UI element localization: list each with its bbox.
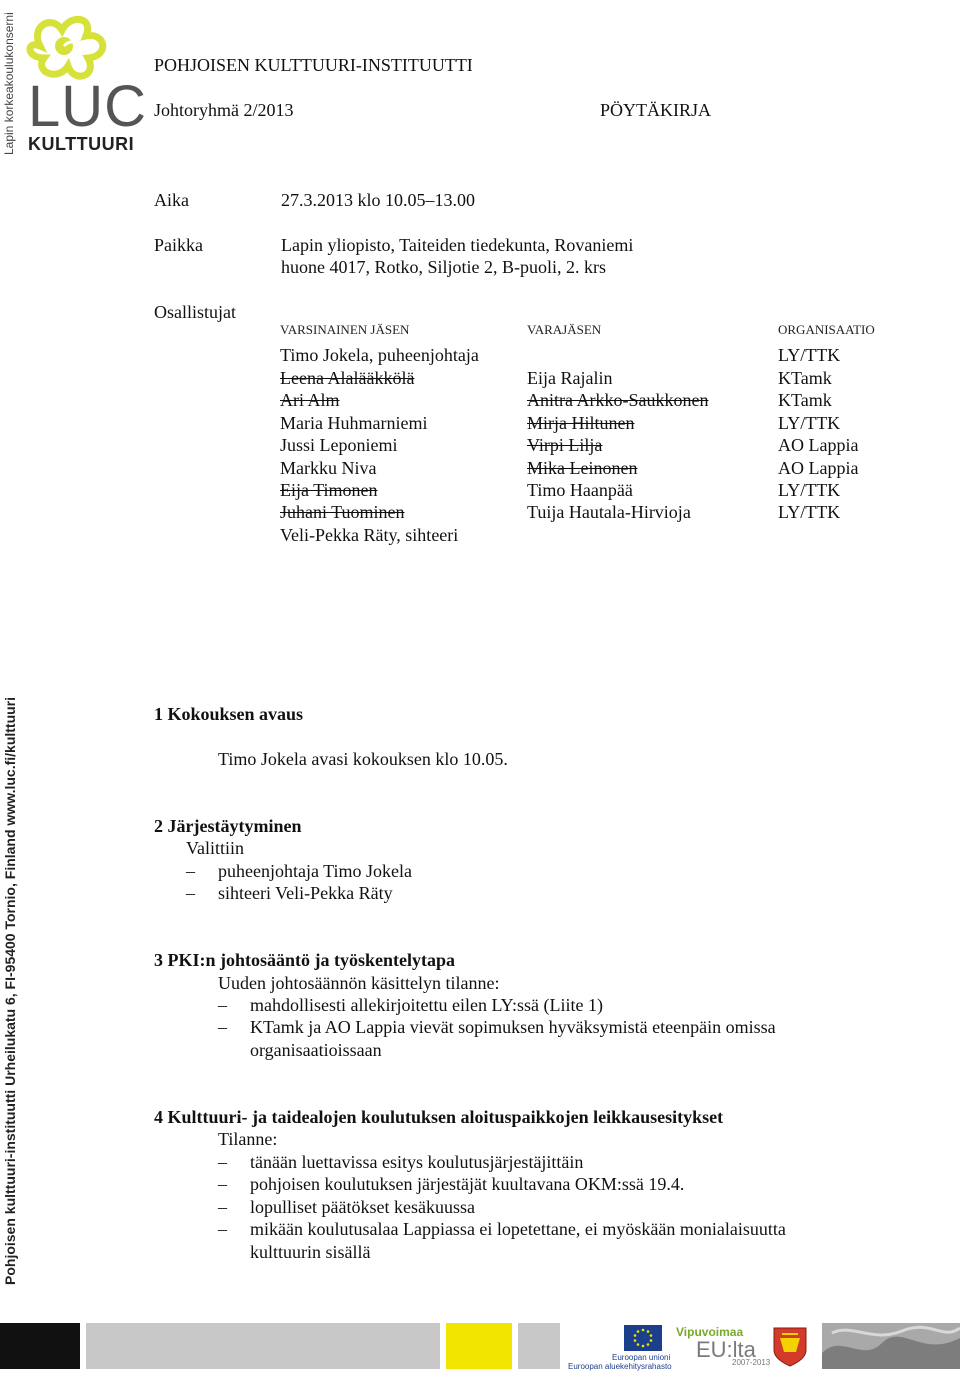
list-item: puheenjohtaja Timo Jokela (218, 861, 412, 881)
bullet-dash: – (218, 1219, 227, 1239)
logo-flower-icon (22, 6, 122, 82)
time-label: Aika (154, 190, 189, 210)
member-cell: Veli-Pekka Räty, sihteeri (280, 525, 459, 545)
org-cell: LY/TTK (778, 345, 841, 365)
list-item: tänään luettavissa esitys koulutusjärjestäjittäin (250, 1152, 584, 1172)
list-item: pohjoisen koulutuksen järjestäjät kuultavana OKM:ssä 19.4. (250, 1174, 685, 1194)
meeting-label: Johtoryhmä 2/2013 (154, 100, 294, 120)
side-address-text: Pohjoisen kulttuuri-instituutti Urheilukatu 6, FI-95400 Tornio, Finland www.luc.fi/kulttuuri (2, 696, 18, 1285)
footer-black-block (0, 1323, 80, 1369)
place-line-2: huone 4017, Rotko, Siljotie 2, B-puoli, 2. krs (281, 257, 607, 277)
member-cell: Maria Huhmarniemi (280, 413, 428, 433)
section-3-intro: Uuden johtosäännön käsittelyn tilanne: (218, 973, 500, 993)
eulta-years: 2007-2013 (732, 1358, 771, 1367)
footer-yellow-block (446, 1323, 512, 1369)
coat-of-arms-icon (772, 1326, 808, 1368)
column-header-member: VARSINAINEN JÄSEN (280, 322, 410, 337)
eulta-label: EU:lta (696, 1337, 756, 1362)
eu-label: Euroopan unioni (612, 1353, 671, 1362)
place-line-1: Lapin yliopisto, Taiteiden tiedekunta, Rovaniemi (281, 235, 634, 255)
deputy-cell: Mirja Hiltunen (527, 413, 635, 433)
column-header-organization: ORGANISAATIO (778, 322, 875, 337)
section-1-title: 1 Kokouksen avaus (154, 704, 304, 724)
org-cell: KTamk (778, 368, 832, 388)
org-cell: AO Lappia (778, 435, 859, 455)
org-cell: LY/TTK (778, 480, 841, 500)
list-item-continuation: organisaatioissaan (250, 1040, 382, 1060)
org-cell: LY/TTK (778, 413, 841, 433)
section-4-intro: Tilanne: (218, 1129, 278, 1149)
member-cell: Jussi Leponiemi (280, 435, 398, 455)
list-item-continuation: kulttuurin sisällä (250, 1242, 371, 1262)
eu-fund-label: Euroopan aluekehitysrahasto (568, 1362, 672, 1371)
doc-type-label: PÖYTÄKIRJA (600, 100, 712, 120)
bullet-dash: – (186, 883, 195, 903)
member-cell: Leena Alalääkkölä (280, 368, 415, 388)
deputy-cell: Eija Rajalin (527, 368, 613, 388)
participants-label: Osallistujat (154, 302, 236, 322)
footer-gray-block-small (518, 1323, 560, 1369)
bullet-dash: – (218, 995, 227, 1015)
bullet-dash: – (218, 1174, 227, 1194)
member-cell: Ari Alm (280, 390, 340, 410)
footer-gray-block (86, 1323, 440, 1369)
deputy-cell: Timo Haanpää (527, 480, 633, 500)
section-2-intro: Valittiin (186, 838, 244, 858)
place-label: Paikka (154, 235, 203, 255)
member-cell: Eija Timonen (280, 480, 378, 500)
member-cell: Timo Jokela, puheenjohtaja (280, 345, 479, 365)
org-cell: KTamk (778, 390, 832, 410)
footer-photo-block (822, 1323, 960, 1369)
logo-kulttuuri-text: KULTTUURI (28, 134, 135, 154)
bullet-dash: – (218, 1152, 227, 1172)
list-item: KTamk ja AO Lappia vievät sopimuksen hyväksymistä eteenpäin omissa (250, 1017, 776, 1037)
section-1-text: Timo Jokela avasi kokouksen klo 10.05. (218, 749, 508, 769)
org-cell: AO Lappia (778, 458, 859, 478)
vipuvoimaa-label: Vipuvoimaa (676, 1325, 744, 1339)
footer-photo-texture (822, 1323, 960, 1369)
institution-title: POHJOISEN KULTTUURI-INSTITUUTTI (154, 55, 473, 75)
logo-luc-text: LUC (28, 74, 148, 139)
bullet-dash: – (218, 1197, 227, 1217)
column-header-deputy: VARAJÄSEN (527, 322, 602, 337)
deputy-cell: Virpi Lilja (527, 435, 603, 455)
logo-vertical-text: Lapin korkeakoulukonserni (2, 12, 16, 155)
member-cell: Markku Niva (280, 458, 377, 478)
bullet-dash: – (186, 861, 195, 881)
list-item: mahdollisesti allekirjoitettu eilen LY:ssä (Liite 1) (250, 995, 603, 1015)
section-4-title: 4 Kulttuuri- ja taidealojen koulutuksen aloituspaikkojen leikkausesitykset (154, 1107, 724, 1127)
eu-flag-icon (624, 1325, 662, 1351)
deputy-cell: Anitra Arkko-Saukkonen (527, 390, 709, 410)
org-cell: LY/TTK (778, 502, 841, 522)
bullet-dash: – (218, 1017, 227, 1037)
list-item: lopulliset päätökset kesäkuussa (250, 1197, 475, 1217)
time-value: 27.3.2013 klo 10.05–13.00 (281, 190, 476, 210)
section-2-title: 2 Järjestäytyminen (154, 816, 302, 836)
section-3-title: 3 PKI:n johtosääntö ja työskentelytapa (154, 950, 456, 970)
list-item: mikään koulutusalaa Lappiassa ei lopetettane, ei myöskään monialaisuutta (250, 1219, 786, 1239)
member-cell: Juhani Tuominen (280, 502, 405, 522)
deputy-cell: Tuija Hautala-Hirvioja (527, 502, 691, 522)
list-item: sihteeri Veli-Pekka Räty (218, 883, 393, 903)
deputy-cell: Mika Leinonen (527, 458, 638, 478)
